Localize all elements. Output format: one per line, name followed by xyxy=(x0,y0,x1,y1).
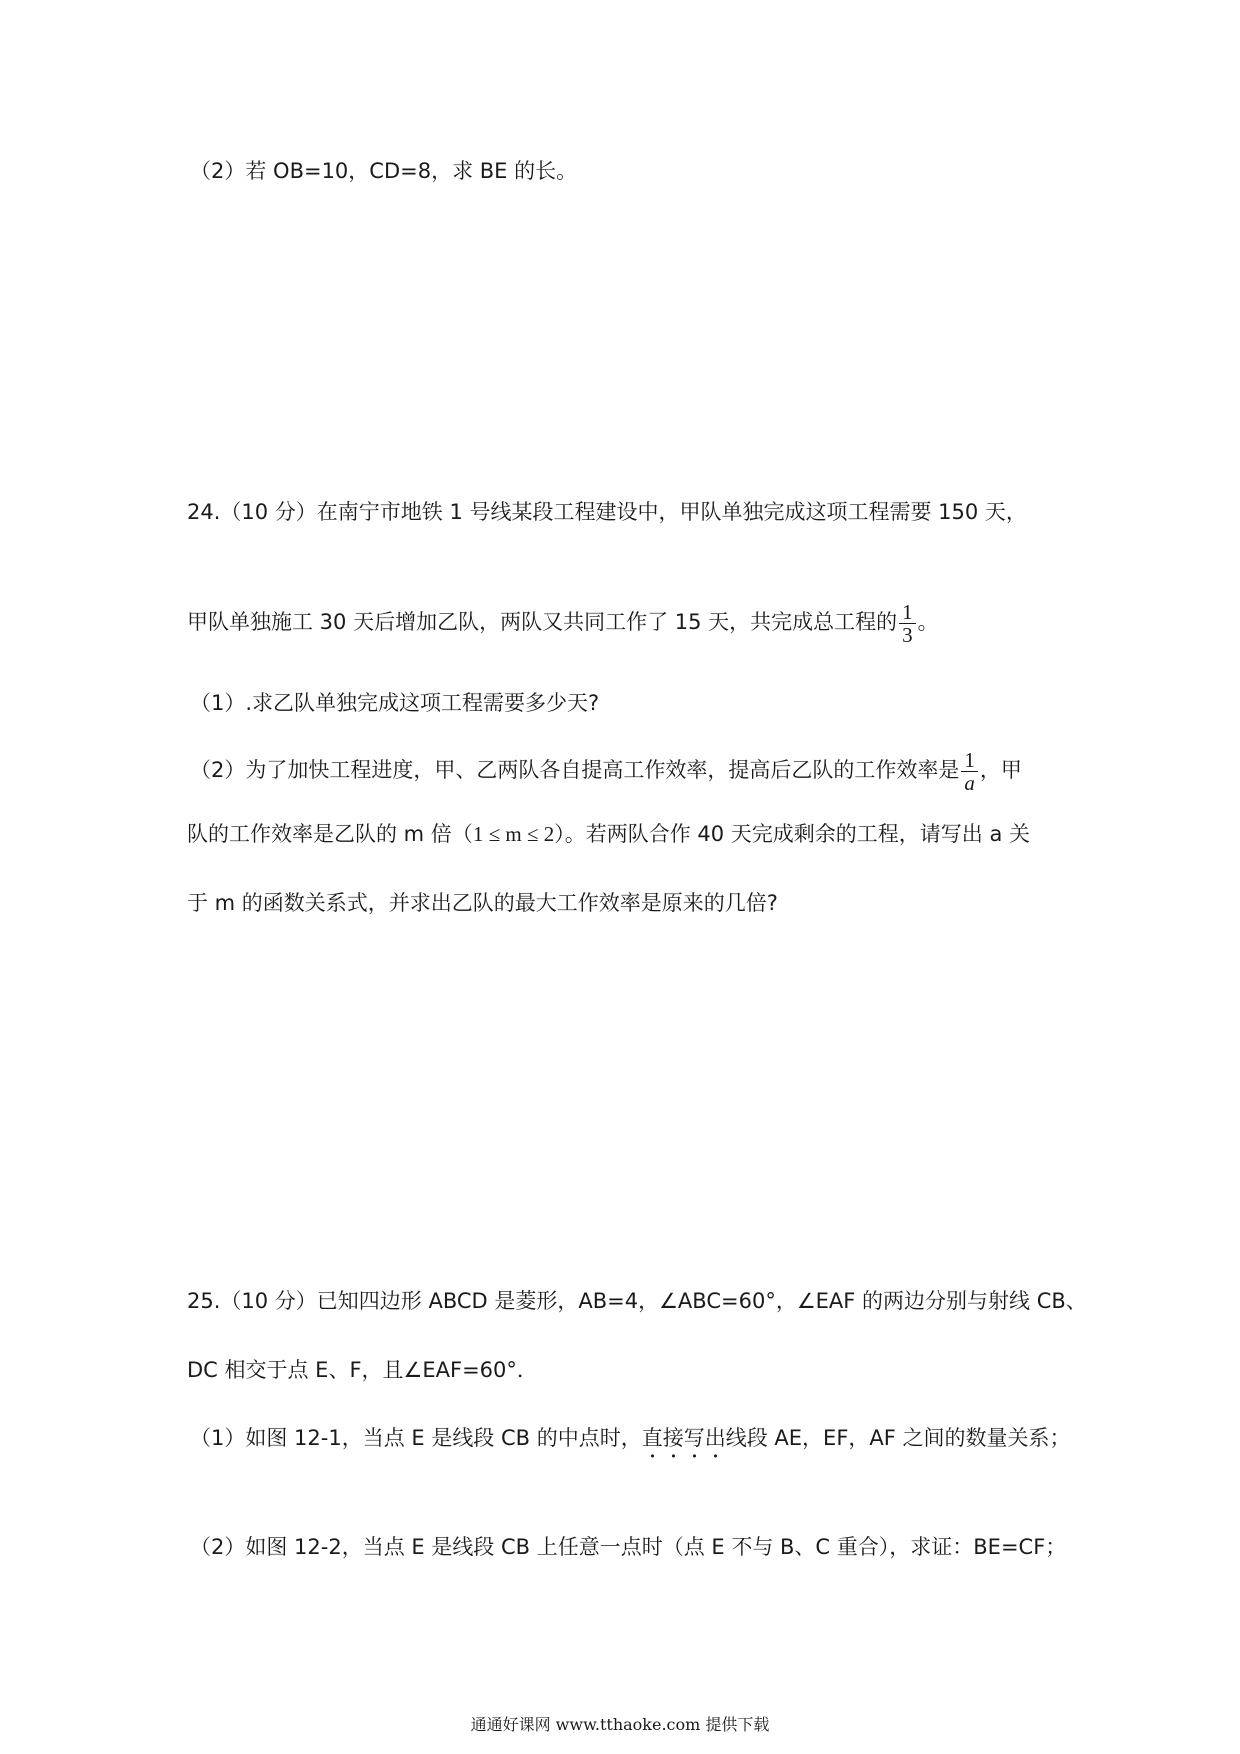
q25-part1-start: （1）如图 12-1，当点 E 是线段 CB 的中点时， xyxy=(190,1426,642,1450)
q24-part2-line1-end: ，甲 xyxy=(979,758,1022,782)
fraction-denominator: 3 xyxy=(902,622,913,647)
q24-part1: （1）.求乙队单独完成这项工程需要多少天? xyxy=(190,691,600,715)
fraction-one-third xyxy=(899,601,916,646)
q24-part2-line1 xyxy=(190,740,1022,800)
fraction-numerator: 1 xyxy=(899,601,916,624)
q24-part2-line1-text: （2）为了加快工程进度，甲、乙两队各自提高工作效率，提高后乙队的工作效率是 xyxy=(190,758,960,782)
page-footer: 通通好课网 www.tthaoke.com 提供下载 xyxy=(470,1715,770,1734)
fraction-denominator: a xyxy=(964,770,975,795)
q24-line1: 24.（10 分）在南宁市地铁 1 号线某段工程建设中，甲队单独完成这项工程需要 150 天， xyxy=(187,500,1027,524)
q25-line1: 25.（10 分）已知四边形 ABCD 是菱形，AB=4，∠ABC=60°，∠EAF 的两边分别与射线 CB、 xyxy=(187,1289,1087,1313)
q25-part2: （2）如图 12-2，当点 E 是线段 CB 上任意一点时（点 E 不与 B、C 重合），求证：BE=CF； xyxy=(190,1535,1067,1559)
q24-line2-end: 。 xyxy=(917,610,939,634)
q24-part2-line2-end: ）。若两队合作 40 天完成剩余的工程，请写出 a 关 xyxy=(554,822,1030,846)
q24-line2 xyxy=(187,592,939,652)
q25-part1 xyxy=(190,1423,1071,1463)
q25-part1-end: 线段 AE，EF，AF 之间的数量关系； xyxy=(725,1426,1071,1450)
q24-part2-line2-start: 队的工作效率是乙队的 m 倍（ xyxy=(187,822,473,846)
emphasized-text: 直接写出 xyxy=(641,1426,726,1450)
q25-line2: DC 相交于点 E、F，且∠EAF=60°． xyxy=(187,1358,538,1382)
q24-part2-line2 xyxy=(187,819,1030,849)
q23-part2: （2）若 OB=10，CD=8，求 BE 的长。 xyxy=(190,159,578,183)
q24-line2-text: 甲队单独施工 30 天后增加乙队，两队又共同工作了 15 天，共完成总工程的 xyxy=(187,610,898,634)
q24-part2-line3: 于 m 的函数关系式，并求出乙队的最大工作效率是原来的几倍? xyxy=(187,891,778,915)
fraction-one-over-a xyxy=(961,749,978,794)
inequality-expression: 1 ≤ m ≤ 2 xyxy=(472,822,555,846)
fraction-numerator: 1 xyxy=(961,749,978,772)
